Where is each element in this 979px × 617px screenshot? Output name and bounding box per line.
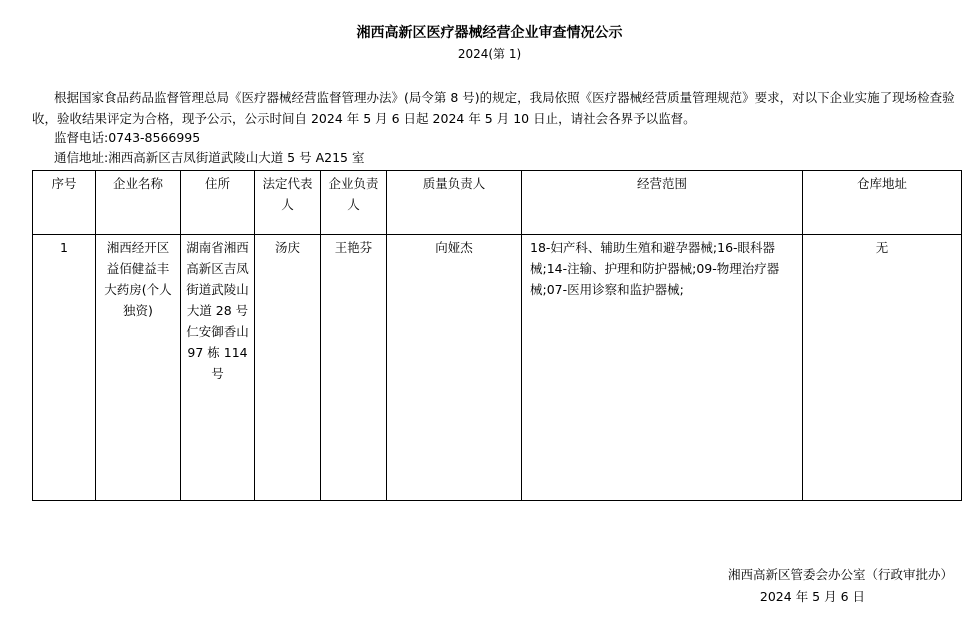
document-title: 湘西高新区医疗器械经营企业审查情况公示 [356, 25, 623, 41]
cell-company: 湘西经开区益佰健益丰大药房(个人独资) [96, 235, 181, 501]
cell-quality: 向娅杰 [387, 235, 522, 501]
column-header-index: 序号 [33, 171, 96, 235]
enterprise-table [32, 170, 962, 501]
cell-residence: 湖南省湘西高新区吉凤街道武陵山大道 28 号仁安御香山 97 栋 114 号 [181, 235, 255, 501]
issuing-office: 湘西高新区管委会办公室（行政审批办） [727, 567, 953, 582]
column-header-warehouse: 仓库地址 [803, 171, 962, 235]
supervision-phone: 监督电话:0743-8566995 [54, 130, 201, 145]
cell-principal: 王艳芬 [321, 235, 387, 501]
mailing-address: 通信地址:湘西高新区吉凤街道武陵山大道 5 号 A215 室 [54, 150, 365, 165]
column-header-scope: 经营范围 [522, 171, 803, 235]
column-header-legal-rep: 法定代表人 [255, 171, 321, 235]
table-header-row [33, 171, 962, 235]
column-header-quality: 质量负责人 [387, 171, 522, 235]
column-header-principal: 企业负责人 [321, 171, 387, 235]
table-row [33, 235, 962, 501]
cell-legal-rep: 汤庆 [255, 235, 321, 501]
column-header-residence: 住所 [181, 171, 255, 235]
issue-date: 2024 年 5 月 6 日 [759, 589, 865, 604]
intro-paragraph: 根据国家食品药品监督管理总局《医疗器械经营监督管理办法》(局令第 8 号)的规定，我局依照《医疗器械经营质量管理规范》要求，对以下企业实施了现场检查验收，验收结果评定为合格，现予公示，公示时间自 2024 年 5 月 6 日起 2024 年 5 月 10 日止，请社会各界予以监督。 [32, 90, 955, 126]
cell-scope: 18-妇产科、辅助生殖和避孕器械;16-眼科器械;14-注输、护理和防护器械;09-物理治疗器械;07-医用诊察和监护器械; [522, 235, 803, 501]
cell-index: 1 [33, 235, 96, 501]
column-header-company: 企业名称 [96, 171, 181, 235]
document-number: 2024(第 1) [457, 47, 522, 61]
cell-warehouse: 无 [803, 235, 962, 501]
